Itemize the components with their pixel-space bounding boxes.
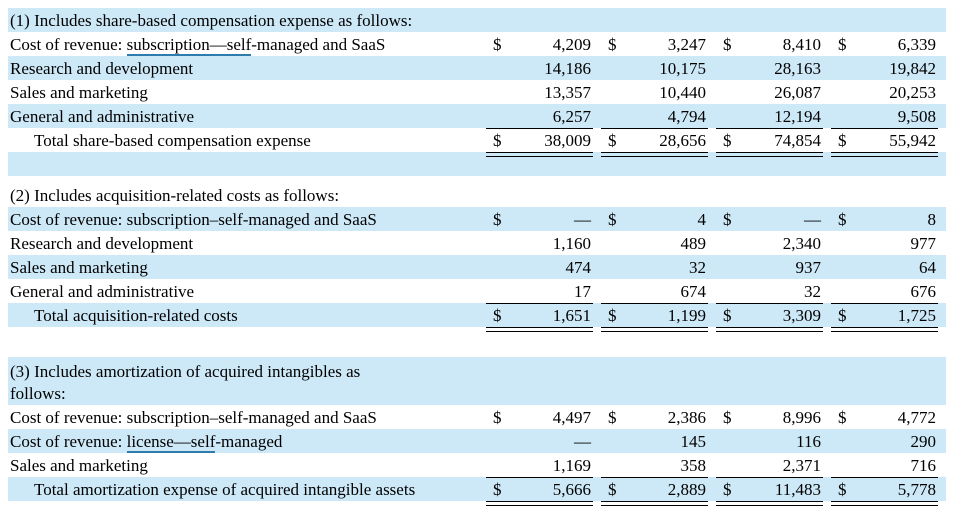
value-cell: 19,842 — [889, 59, 936, 78]
dollar-sign-cell: $ — [831, 477, 857, 501]
value-cell: 4,497 — [552, 408, 591, 427]
value-cell: 2,340 — [782, 234, 821, 253]
value-cell: 290 — [910, 432, 936, 451]
value-cell: 1,160 — [552, 234, 591, 253]
section-heading-row — [8, 183, 946, 207]
dollar-sign-cell — [716, 279, 742, 303]
table-row — [8, 207, 946, 231]
dollar-sign-cell — [486, 80, 512, 104]
value-cell: 2,371 — [742, 453, 823, 477]
column-gap — [593, 453, 601, 477]
column-gap — [938, 255, 946, 279]
value-cell: — — [574, 432, 591, 451]
dollar-sign-cell: $ — [716, 128, 742, 152]
value-cell: 8,410 — [782, 35, 821, 54]
dollar-sign-cell: $ — [723, 408, 732, 427]
value-cell: 9,508 — [857, 104, 938, 128]
column-gap — [938, 104, 946, 128]
column-gap — [593, 128, 601, 152]
column-gap — [938, 231, 946, 255]
column-gap — [938, 80, 946, 104]
table-row — [8, 279, 946, 303]
dollar-sign-cell: $ — [723, 210, 732, 229]
value-cell: 3,309 — [742, 303, 823, 327]
table-row — [8, 128, 946, 152]
spacer-cell — [8, 176, 946, 183]
table-row — [8, 405, 946, 429]
financial-table — [8, 8, 946, 502]
dollar-sign-cell: $ — [838, 35, 847, 54]
column-gap — [823, 255, 831, 279]
dollar-sign-cell: $ — [723, 35, 732, 54]
column-gap — [823, 405, 831, 429]
table-row — [8, 80, 946, 104]
value-cell: 937 — [795, 258, 821, 277]
column-gap — [823, 453, 831, 477]
column-gap — [938, 207, 946, 231]
dollar-sign-cell — [831, 429, 857, 453]
row-label: Cost of revenue: subscription–self-managed and SaaS — [10, 210, 377, 229]
row-label: General and administrative — [10, 107, 195, 126]
value-cell: 4,209 — [552, 35, 591, 54]
dollar-sign-cell — [831, 255, 857, 279]
column-gap — [708, 231, 716, 255]
spacer-cell — [8, 327, 946, 357]
value-cell: 32 — [689, 258, 706, 277]
value-cell: 2,889 — [627, 477, 708, 501]
value-cell: 28,163 — [774, 59, 821, 78]
value-cell: 11,483 — [742, 477, 823, 501]
column-gap — [938, 32, 946, 56]
table-row — [8, 231, 946, 255]
column-gap — [708, 429, 716, 453]
column-gap — [593, 104, 601, 128]
column-gap — [938, 453, 946, 477]
row-label: Cost of revenue: subscription—self-managed and SaaS — [10, 35, 386, 54]
table-row — [8, 429, 946, 453]
value-cell: 358 — [627, 453, 708, 477]
value-cell: 674 — [627, 279, 708, 303]
dollar-sign-cell — [716, 231, 742, 255]
column-gap — [593, 429, 601, 453]
dollar-sign-cell — [601, 453, 627, 477]
value-cell: 977 — [910, 234, 936, 253]
value-cell: 74,854 — [742, 128, 823, 152]
column-gap — [708, 453, 716, 477]
column-gap — [938, 56, 946, 80]
dollar-sign-cell — [486, 453, 512, 477]
value-cell: 20,253 — [889, 83, 936, 102]
column-gap — [593, 231, 601, 255]
column-gap — [593, 279, 601, 303]
value-cell: — — [574, 210, 591, 229]
column-gap — [823, 429, 831, 453]
value-cell: 17 — [512, 279, 593, 303]
section-heading: (3) Includes amortization of acquired intangibles as follows: — [10, 362, 361, 403]
value-cell: 6,257 — [512, 104, 593, 128]
value-cell: 116 — [796, 432, 821, 451]
column-gap — [938, 303, 946, 327]
column-gap — [708, 279, 716, 303]
dollar-sign-cell — [601, 429, 627, 453]
value-cell: 474 — [565, 258, 591, 277]
table-body — [8, 8, 946, 501]
dollar-sign-cell — [716, 429, 742, 453]
row-label: Total amortization expense of acquired intangible assets — [34, 480, 416, 499]
dollar-sign-cell: $ — [601, 303, 627, 327]
dollar-sign-cell: $ — [601, 128, 627, 152]
tagged-term-link[interactable]: license—self — [126, 432, 216, 451]
table-row — [8, 303, 946, 327]
dollar-sign-cell: $ — [608, 408, 617, 427]
value-cell: 4,794 — [627, 104, 708, 128]
dollar-sign-cell — [486, 279, 512, 303]
table-row — [8, 453, 946, 477]
section-heading-row — [8, 357, 946, 405]
section-heading: (2) Includes acquisition-related costs as follows: — [10, 186, 340, 205]
dollar-sign-cell — [716, 56, 742, 80]
dollar-sign-cell: $ — [486, 128, 512, 152]
dollar-sign-cell — [716, 453, 742, 477]
dollar-sign-cell — [716, 104, 742, 128]
value-cell: 5,666 — [512, 477, 593, 501]
dollar-sign-cell — [486, 429, 512, 453]
value-cell: 10,440 — [659, 83, 706, 102]
dollar-sign-cell — [486, 104, 512, 128]
value-cell: 2,386 — [667, 408, 706, 427]
column-gap — [593, 32, 601, 56]
column-gap — [593, 303, 601, 327]
dollar-sign-cell: $ — [838, 408, 847, 427]
row-label: Cost of revenue: license—self-managed — [10, 432, 283, 451]
value-cell: 1,199 — [627, 303, 708, 327]
tagged-term-link[interactable]: subscription—self — [126, 35, 252, 54]
dollar-sign-cell — [486, 56, 512, 80]
spacer-row — [8, 327, 946, 357]
row-label: Sales and marketing — [10, 258, 148, 277]
row-label: Cost of revenue: subscription–self-managed and SaaS — [10, 408, 377, 427]
column-gap — [823, 303, 831, 327]
value-cell: 38,009 — [512, 128, 593, 152]
dollar-sign-cell: $ — [493, 210, 502, 229]
dollar-sign-cell — [601, 80, 627, 104]
column-gap — [823, 80, 831, 104]
value-cell: 55,942 — [857, 128, 938, 152]
column-gap — [708, 32, 716, 56]
column-gap — [708, 477, 716, 501]
table-row — [8, 255, 946, 279]
value-cell: 489 — [680, 234, 706, 253]
row-label: General and administrative — [10, 282, 195, 301]
column-gap — [823, 477, 831, 501]
dollar-sign-cell — [831, 80, 857, 104]
dollar-sign-cell — [716, 80, 742, 104]
value-cell: 1,169 — [512, 453, 593, 477]
row-label: Research and development — [10, 59, 194, 78]
dollar-sign-cell — [831, 279, 857, 303]
column-gap — [823, 231, 831, 255]
dollar-sign-cell: $ — [493, 408, 502, 427]
value-cell: 8,996 — [782, 408, 821, 427]
dollar-sign-cell — [831, 453, 857, 477]
table-row — [8, 477, 946, 501]
column-gap — [708, 303, 716, 327]
column-gap — [593, 80, 601, 104]
table-row — [8, 56, 946, 80]
dollar-sign-cell: $ — [486, 303, 512, 327]
value-cell: 676 — [857, 279, 938, 303]
dollar-sign-cell: $ — [716, 477, 742, 501]
value-cell: 3,247 — [667, 35, 706, 54]
value-cell: 14,186 — [544, 59, 591, 78]
dollar-sign-cell — [486, 231, 512, 255]
value-cell: 1,651 — [512, 303, 593, 327]
value-cell: 10,175 — [659, 59, 706, 78]
section-heading: (1) Includes share-based compensation expense as follows: — [10, 11, 413, 30]
section-heading-row — [8, 8, 946, 32]
dollar-sign-cell — [601, 279, 627, 303]
column-gap — [938, 279, 946, 303]
value-cell: 1,725 — [857, 303, 938, 327]
column-gap — [823, 56, 831, 80]
column-gap — [593, 477, 601, 501]
value-cell: — — [804, 210, 821, 229]
value-cell: 12,194 — [742, 104, 823, 128]
dollar-sign-cell — [831, 104, 857, 128]
row-label: Total share-based compensation expense — [34, 131, 311, 150]
row-label: Sales and marketing — [10, 83, 148, 102]
column-gap — [823, 32, 831, 56]
column-gap — [593, 255, 601, 279]
dollar-sign-cell — [831, 56, 857, 80]
column-gap — [708, 207, 716, 231]
column-gap — [708, 104, 716, 128]
value-cell: 6,339 — [897, 35, 936, 54]
value-cell: 4 — [697, 210, 706, 229]
column-gap — [708, 80, 716, 104]
dollar-sign-cell — [486, 255, 512, 279]
dollar-sign-cell — [716, 255, 742, 279]
table-row — [8, 32, 946, 56]
value-cell: 28,656 — [627, 128, 708, 152]
column-gap — [938, 405, 946, 429]
column-gap — [823, 104, 831, 128]
value-cell: 145 — [680, 432, 706, 451]
value-cell: 5,778 — [857, 477, 938, 501]
row-label: Sales and marketing — [10, 456, 148, 475]
column-gap — [823, 279, 831, 303]
column-gap — [708, 255, 716, 279]
dollar-sign-cell: $ — [486, 477, 512, 501]
dollar-sign-cell — [601, 56, 627, 80]
value-cell: 64 — [919, 258, 936, 277]
column-gap — [593, 405, 601, 429]
column-gap — [938, 128, 946, 152]
dollar-sign-cell: $ — [838, 210, 847, 229]
column-gap — [823, 128, 831, 152]
dollar-sign-cell: $ — [831, 128, 857, 152]
dollar-sign-cell: $ — [716, 303, 742, 327]
dollar-sign-cell — [601, 255, 627, 279]
column-gap — [593, 56, 601, 80]
dollar-sign-cell — [601, 231, 627, 255]
value-cell: 32 — [742, 279, 823, 303]
row-label: Research and development — [10, 234, 194, 253]
dollar-sign-cell: $ — [601, 477, 627, 501]
dollar-sign-cell: $ — [831, 303, 857, 327]
dollar-sign-cell — [601, 104, 627, 128]
column-gap — [708, 405, 716, 429]
column-gap — [708, 56, 716, 80]
value-cell: 26,087 — [774, 83, 821, 102]
spacer-row — [8, 176, 946, 183]
column-gap — [823, 207, 831, 231]
column-gap — [708, 128, 716, 152]
column-gap — [938, 477, 946, 501]
dollar-sign-cell: $ — [608, 210, 617, 229]
column-gap — [938, 429, 946, 453]
dollar-sign-cell: $ — [493, 35, 502, 54]
table-row — [8, 104, 946, 128]
dollar-sign-cell — [831, 231, 857, 255]
row-label: Total acquisition-related costs — [34, 306, 238, 325]
column-gap — [593, 207, 601, 231]
value-cell: 13,357 — [544, 83, 591, 102]
value-cell: 4,772 — [897, 408, 936, 427]
value-cell: 716 — [857, 453, 938, 477]
dollar-sign-cell: $ — [608, 35, 617, 54]
value-cell: 8 — [927, 210, 936, 229]
